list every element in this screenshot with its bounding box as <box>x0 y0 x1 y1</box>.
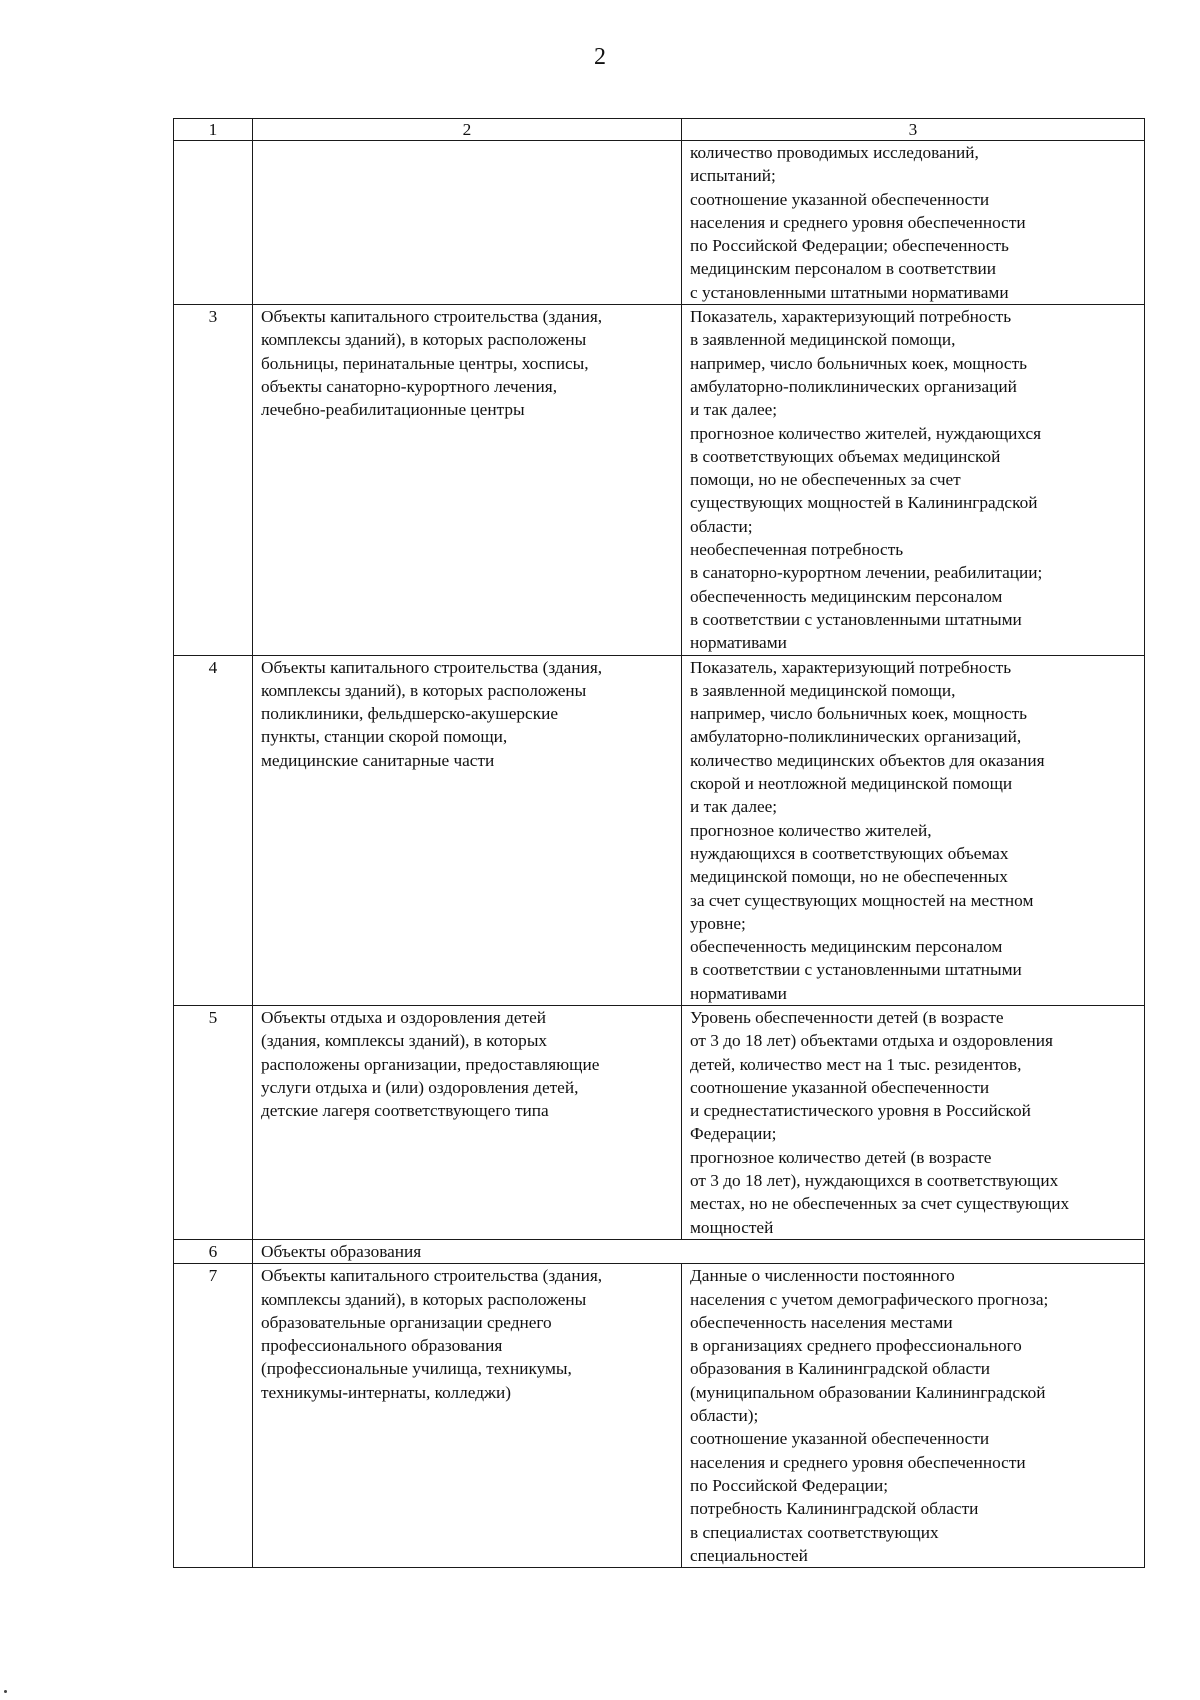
indicator-text-line: и так далее; <box>690 797 778 817</box>
row-number <box>174 141 253 305</box>
indicator-text-line: например, число больничных коек, мощность <box>690 353 1028 373</box>
indicator-text-line: прогнозное количество детей (в возрасте <box>690 1147 992 1167</box>
indicator-text-line: нормативами <box>690 983 787 1003</box>
indicator-cell <box>682 1264 1145 1568</box>
indicator-text-line: области); <box>690 1406 759 1426</box>
row-number: 5 <box>174 1005 253 1239</box>
indicator-text-line: Федерации; <box>690 1124 777 1144</box>
indicator-text-line: по Российской Федерации; <box>690 1475 889 1495</box>
indicator-text-line: соотношение указанной обеспеченности <box>690 1429 990 1449</box>
indicator-text-line: в соответствии с установленными штатными <box>690 960 1022 980</box>
indicators-table <box>173 118 1145 1568</box>
object-type-cell <box>253 141 682 305</box>
table-row <box>174 305 1145 655</box>
indicator-text-line: медицинским персоналом в соответствии <box>690 259 996 279</box>
indicator-text-line: существующих мощностей в Калининградской <box>690 493 1038 513</box>
indicator-text-line: населения и среднего уровня обеспеченности <box>690 1452 1026 1472</box>
object-text-line: комплексы зданий), в которых расположены <box>261 680 587 700</box>
indicator-text-line: например, число больничных коек, мощность <box>690 704 1028 724</box>
indicator-text-line: помощи, но не обеспеченных за счет <box>690 470 961 490</box>
row-number: 7 <box>174 1264 253 1568</box>
indicator-text-line: медицинской помощи, но не обеспеченных <box>690 867 1008 887</box>
indicator-text-line: обеспеченность населения местами <box>690 1312 953 1332</box>
object-text-line: больницы, перинатальные центры, хосписы, <box>261 353 589 373</box>
indicator-text-line: и среднестатистического уровня в Российской <box>690 1101 1031 1121</box>
indicator-text-line: соотношение указанной обеспеченности <box>690 189 990 209</box>
indicator-text-line: в организациях среднего профессионального <box>690 1336 1022 1356</box>
indicator-cell <box>682 1005 1145 1239</box>
object-text-line: комплексы зданий), в которых расположены <box>261 330 587 350</box>
indicator-text-line: потребность Калининградской области <box>690 1499 979 1519</box>
object-text-line: детские лагеря соответствующего типа <box>261 1101 549 1121</box>
row-number: 3 <box>174 305 253 655</box>
object-text-line: Объекты капитального строительства (здания, <box>261 307 603 327</box>
row-number: 6 <box>174 1239 253 1263</box>
indicator-text-line: количество проводимых исследований, <box>690 143 979 162</box>
indicator-text-line: в санаторно-курортном лечении, реабилитации; <box>690 563 1043 583</box>
header-col-2: 2 <box>253 119 682 141</box>
table-row <box>174 1005 1145 1239</box>
object-text-line: (здания, комплексы зданий), в которых <box>261 1031 548 1051</box>
header-col-1: 1 <box>174 119 253 141</box>
object-text-line: Объекты капитального строительства (здания, <box>261 657 603 677</box>
indicator-text-line: обеспеченность медицинским персоналом <box>690 937 1003 957</box>
object-text-line: услуги отдыха и (или) оздоровления детей, <box>261 1077 579 1097</box>
indicator-text-line: необеспеченная потребность <box>690 540 904 560</box>
indicator-text-line: скорой и неотложной медицинской помощи <box>690 774 1013 794</box>
table-header-row <box>174 119 1145 141</box>
indicator-cell <box>682 655 1145 1005</box>
indicator-text-line: специальностей <box>690 1545 808 1565</box>
indicator-text-line: от 3 до 18 лет) объектами отдыха и оздоровления <box>690 1031 1053 1051</box>
object-type-cell <box>253 1239 1145 1263</box>
object-text-line: лечебно-реабилитационные центры <box>261 400 525 420</box>
indicator-text-line: области; <box>690 516 753 536</box>
object-type-cell <box>253 655 682 1005</box>
object-type-cell <box>253 1005 682 1239</box>
indicator-text-line: местах, но не обеспеченных за счет существующих <box>690 1194 1070 1214</box>
indicator-text-line: за счет существующих мощностей на местном <box>690 890 1034 910</box>
indicator-text-line: от 3 до 18 лет), нуждающихся в соответствующих <box>690 1171 1059 1191</box>
object-text-line: поликлиники, фельдшерско-акушерские <box>261 704 559 724</box>
object-text-line: комплексы зданий), в которых расположены <box>261 1289 587 1309</box>
indicator-text-line: прогнозное количество жителей, <box>690 820 932 840</box>
indicator-cell <box>682 305 1145 655</box>
indicator-text-line: в специалистах соответствующих <box>690 1522 939 1542</box>
indicator-text-line: в заявленной медицинской помощи, <box>690 680 956 700</box>
object-text-line: объекты санаторно-курортного лечения, <box>261 376 558 396</box>
indicator-text-line: обеспеченность медицинским персоналом <box>690 586 1003 606</box>
object-type-cell <box>253 305 682 655</box>
indicator-text-line: Показатель, характеризующий потребность <box>690 307 1012 327</box>
indicator-text-line: количество медицинских объектов для оказания <box>690 750 1045 770</box>
table-row <box>174 1239 1145 1263</box>
indicator-text-line: населения и среднего уровня обеспеченности <box>690 212 1026 232</box>
indicator-text-line: Уровень обеспеченности детей (в возрасте <box>690 1007 1004 1027</box>
indicator-text-line: соотношение указанной обеспеченности <box>690 1077 990 1097</box>
indicator-text-line: уровне; <box>690 913 746 933</box>
object-text-line: медицинские санитарные части <box>261 750 495 770</box>
indicator-text-line: в соответствующих объемах медицинской <box>690 446 1001 466</box>
indicator-text-line: детей, количество мест на 1 тыс. резидентов, <box>690 1054 1022 1074</box>
object-text-line: расположены организации, предоставляющие <box>261 1054 600 1074</box>
indicator-text-line: в соответствии с установленными штатными <box>690 609 1022 629</box>
indicator-text-line: мощностей <box>690 1217 774 1237</box>
page-number: 2 <box>594 44 606 70</box>
indicator-text-line: Данные о численности постоянного <box>690 1266 955 1286</box>
indicator-text-line: нуждающихся в соответствующих объемах <box>690 843 1009 863</box>
indicator-text-line: населения с учетом демографического прогноза; <box>690 1289 1049 1309</box>
indicator-text-line: амбулаторно-поликлинических организаций, <box>690 727 1022 747</box>
object-text-line: (профессиональные училища, техникумы, <box>261 1359 572 1379</box>
row-number: 4 <box>174 655 253 1005</box>
indicator-text-line: и так далее; <box>690 400 778 420</box>
indicator-text-line: Показатель, характеризующий потребность <box>690 657 1012 677</box>
object-text-line: пункты, станции скорой помощи, <box>261 727 508 747</box>
table-row <box>174 141 1145 305</box>
indicator-text-line: с установленными штатными нормативами <box>690 282 1009 302</box>
indicator-cell <box>682 141 1145 305</box>
object-text-line: Объекты образования <box>261 1241 422 1261</box>
object-text-line: техникумы-интернаты, колледжи) <box>261 1382 511 1402</box>
object-type-cell <box>253 1264 682 1568</box>
indicator-text-line: по Российской Федерации; обеспеченность <box>690 236 1009 256</box>
table-row <box>174 655 1145 1005</box>
header-col-3: 3 <box>682 119 1145 141</box>
scan-speck <box>4 1690 7 1693</box>
table-row <box>174 1264 1145 1568</box>
indicator-text-line: образования в Калининградской области <box>690 1359 991 1379</box>
indicator-text-line: прогнозное количество жителей, нуждающихся <box>690 423 1042 443</box>
object-text-line: образовательные организации среднего <box>261 1312 552 1332</box>
indicator-text-line: испытаний; <box>690 166 776 186</box>
indicator-text-line: нормативами <box>690 633 787 653</box>
indicator-text-line: амбулаторно-поликлинических организаций <box>690 376 1017 396</box>
object-text-line: профессионального образования <box>261 1336 503 1356</box>
indicator-text-line: (муниципальном образовании Калининградской <box>690 1382 1046 1402</box>
object-text-line: Объекты отдыха и оздоровления детей <box>261 1007 547 1027</box>
indicator-text-line: в заявленной медицинской помощи, <box>690 330 956 350</box>
object-text-line: Объекты капитального строительства (здания, <box>261 1266 603 1286</box>
